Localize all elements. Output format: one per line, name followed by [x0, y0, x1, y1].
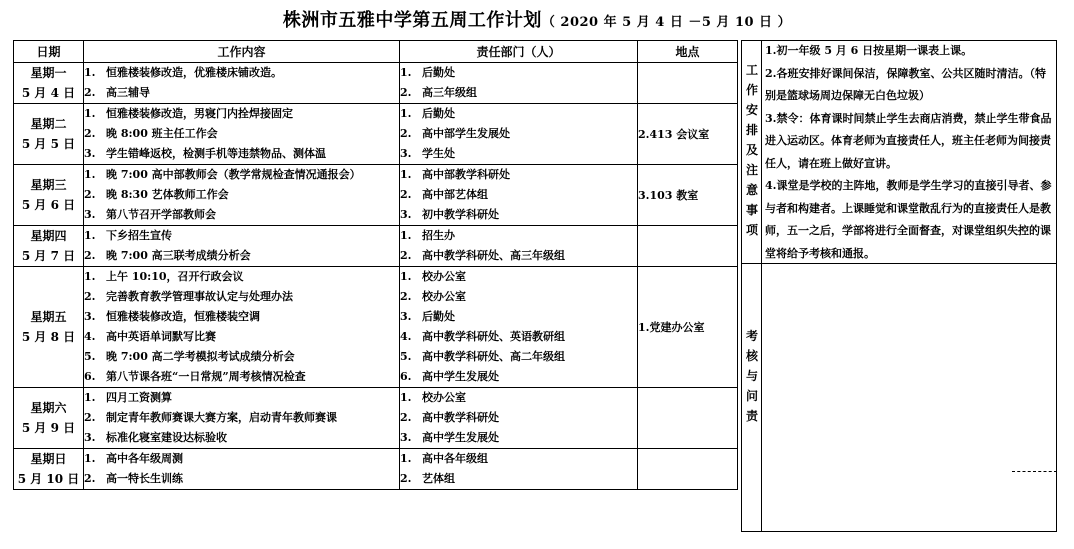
list-item	[84, 287, 399, 307]
item-number: 2.	[84, 290, 96, 303]
weekday-label: 星期二	[30, 117, 67, 131]
list-item	[84, 469, 399, 489]
list-item	[400, 267, 637, 287]
location-cell	[638, 226, 738, 267]
location-cell	[638, 63, 738, 104]
item-text: 高中各年级周测	[106, 452, 183, 465]
item-text: 制定青年教师赛课大赛方案，启动青年教师赛课	[106, 411, 337, 424]
schedule-body	[14, 63, 738, 490]
date-label: 5 月 10 日	[17, 472, 80, 486]
item-text: 高中学生发展处	[422, 431, 499, 444]
header-location: 地点	[638, 41, 738, 63]
header-date: 日期	[14, 41, 84, 63]
header-dept: 责任部门（人）	[400, 41, 638, 63]
item-number: 6.	[400, 370, 412, 383]
schedule-row	[14, 226, 738, 267]
list-item	[84, 205, 399, 225]
item-text: 校办公室	[422, 290, 466, 303]
side-bottom-dashed	[1012, 471, 1057, 472]
page-title	[0, 6, 1074, 32]
item-text: 学生错峰返校，检测手机等违禁物品、测体温	[106, 147, 326, 160]
item-text: 校办公室	[422, 391, 466, 404]
item-number: 3.	[400, 208, 412, 221]
item-text: 上午 10:10，召开行政会议	[106, 270, 244, 283]
list-item	[400, 185, 637, 205]
task-cell	[84, 226, 400, 267]
item-number: 1.	[84, 270, 96, 283]
date-label: 5 月 8 日	[21, 330, 76, 344]
schedule-table	[13, 40, 738, 490]
date-label: 5 月 6 日	[21, 198, 76, 212]
day-cell	[14, 388, 84, 449]
item-text: 高中教学科研处、高二年级组	[422, 350, 565, 363]
item-text: 高一特长生训练	[106, 472, 183, 485]
item-text: 高中教学科研处、高三年级组	[422, 249, 565, 262]
dept-cell	[400, 63, 638, 104]
item-text: 完善教育教学管理事故认定与处理办法	[106, 290, 293, 303]
item-number: 5.	[84, 350, 96, 363]
list-item	[400, 124, 637, 144]
item-number: 1.	[84, 168, 96, 181]
item-number: 1.	[400, 229, 412, 242]
item-text: 初中教学科研处	[422, 208, 499, 221]
list-item	[84, 367, 399, 387]
item-number: 3.	[84, 310, 96, 323]
notice-notes	[765, 40, 1053, 265]
item-text: 校办公室	[422, 270, 466, 283]
label-char: 项	[745, 223, 758, 237]
schedule-row	[14, 63, 738, 104]
item-text: 晚 7:00 高中部教师会（教学常规检查情况通报会）	[106, 168, 361, 181]
list-item	[84, 449, 399, 469]
title-dates: （ 2020 年 5 月 4 日 －5 月 10 日 ）	[541, 15, 792, 30]
item-number: 4.	[400, 330, 412, 343]
item-number: 3.	[84, 208, 96, 221]
label-char: 责	[745, 409, 758, 423]
item-text: 标准化寝室建设达标验收	[106, 431, 227, 444]
item-text: 后勤处	[422, 66, 455, 79]
location-cell	[638, 388, 738, 449]
list-item	[400, 347, 637, 367]
label-char: 安	[745, 103, 758, 117]
weekday-label: 星期六	[30, 401, 67, 415]
header-content: 工作内容	[84, 41, 400, 63]
item-text: 后勤处	[422, 107, 455, 120]
list-item	[84, 165, 399, 185]
list-item	[400, 205, 637, 225]
dept-cell	[400, 267, 638, 388]
note-item: 1.初一年级 5 月 6 日按星期一课表上课。	[765, 44, 973, 57]
day-cell	[14, 165, 84, 226]
item-number: 1.	[84, 66, 96, 79]
list-item	[84, 144, 399, 164]
schedule-row	[14, 165, 738, 226]
item-number: 1.	[400, 270, 412, 283]
date-label: 5 月 9 日	[21, 421, 76, 435]
list-item	[84, 124, 399, 144]
dept-cell	[400, 165, 638, 226]
list-item	[400, 388, 637, 408]
weekday-label: 星期一	[30, 66, 67, 80]
task-cell	[84, 165, 400, 226]
list-item	[84, 408, 399, 428]
item-number: 2.	[400, 411, 412, 424]
item-number: 2.	[84, 249, 96, 262]
item-text: 招生办	[422, 229, 455, 242]
list-item	[84, 226, 399, 246]
list-item	[84, 327, 399, 347]
item-text: 高中学生发展处	[422, 370, 499, 383]
date-label: 5 月 7 日	[21, 249, 76, 263]
item-text: 高中部学生发展处	[422, 127, 510, 140]
item-text: 第八节召开学部教师会	[106, 208, 216, 221]
list-item	[400, 367, 637, 387]
list-item	[84, 83, 399, 103]
item-number: 3.	[400, 147, 412, 160]
list-item	[84, 347, 399, 367]
list-item	[400, 408, 637, 428]
item-text: 高三辅导	[106, 86, 150, 99]
day-cell	[14, 226, 84, 267]
item-number: 6.	[84, 370, 96, 383]
item-number: 2.	[400, 127, 412, 140]
item-text: 高中部教学科研处	[422, 168, 510, 181]
list-item	[400, 226, 637, 246]
schedule-row	[14, 449, 738, 490]
item-number: 4.	[84, 330, 96, 343]
item-text: 高三年级组	[422, 86, 477, 99]
item-number: 5.	[400, 350, 412, 363]
list-item	[84, 388, 399, 408]
item-number: 1.	[400, 66, 412, 79]
date-label: 5 月 4 日	[21, 86, 76, 100]
list-item	[400, 469, 637, 489]
list-item	[400, 307, 637, 327]
item-number: 1.	[84, 229, 96, 242]
list-item	[400, 63, 637, 83]
dept-cell	[400, 104, 638, 165]
dept-cell	[400, 226, 638, 267]
list-item	[84, 307, 399, 327]
list-item	[84, 63, 399, 83]
item-number: 2.	[84, 86, 96, 99]
item-number: 2.	[84, 188, 96, 201]
item-number: 3.	[400, 310, 412, 323]
weekday-label: 星期日	[30, 452, 67, 466]
task-cell	[84, 449, 400, 490]
assess-label	[743, 326, 761, 426]
item-number: 2.	[84, 127, 96, 140]
schedule-row	[14, 267, 738, 388]
item-text: 下乡招生宣传	[106, 229, 172, 242]
item-text: 高中教学科研处、英语教研组	[422, 330, 565, 343]
location-cell: 1.党建办公室	[638, 267, 738, 388]
item-number: 2.	[84, 411, 96, 424]
header-row	[14, 41, 738, 63]
item-number: 1.	[84, 107, 96, 120]
label-char: 及	[745, 143, 758, 157]
item-number: 1.	[400, 168, 412, 181]
item-text: 晚 8:00 班主任工作会	[106, 127, 218, 140]
schedule-row	[14, 388, 738, 449]
day-cell	[14, 63, 84, 104]
list-item	[400, 449, 637, 469]
item-text: 学生处	[422, 147, 455, 160]
item-text: 晚 7:00 高三联考成绩分析会	[106, 249, 251, 262]
item-text: 恒雅楼装修改造，恒雅楼装空调	[106, 310, 260, 323]
label-char: 事	[745, 203, 758, 217]
list-item	[400, 83, 637, 103]
list-item	[400, 327, 637, 347]
note-item: 4.课堂是学校的主阵地，教师是学生学习的直接引导者、参与者和构建者。上课睡觉和课堂散乱行为的直接责任人是教师，五一之后，学部将进行全面督查，对课堂组织失控的课堂将给予考核和通报。	[765, 179, 1052, 260]
task-cell	[84, 104, 400, 165]
list-item	[400, 144, 637, 164]
label-char: 作	[745, 83, 758, 97]
item-text: 高中部艺体组	[422, 188, 488, 201]
weekday-label: 星期四	[30, 229, 67, 243]
item-number: 2.	[400, 86, 412, 99]
date-label: 5 月 5 日	[21, 137, 76, 151]
list-item	[400, 165, 637, 185]
list-item	[84, 104, 399, 124]
item-number: 2.	[400, 188, 412, 201]
label-char: 注	[745, 163, 758, 177]
item-number: 1.	[84, 452, 96, 465]
item-number: 2.	[400, 249, 412, 262]
schedule-row	[14, 104, 738, 165]
location-cell: 3.103 教室	[638, 165, 738, 226]
item-text: 后勤处	[422, 310, 455, 323]
item-number: 2.	[84, 472, 96, 485]
item-number: 1.	[400, 391, 412, 404]
weekday-label: 星期三	[30, 178, 67, 192]
list-item	[84, 267, 399, 287]
item-number: 2.	[400, 472, 412, 485]
list-item	[400, 104, 637, 124]
list-item	[400, 287, 637, 307]
note-item: 2.各班安排好课间保洁，保障教室、公共区随时清洁。（特别是篮球场周边保障无白色垃圾）	[765, 66, 1046, 102]
label-char: 问	[745, 389, 758, 403]
location-cell: 2.413 会议室	[638, 104, 738, 165]
item-number: 3.	[84, 431, 96, 444]
label-char: 考	[745, 329, 758, 343]
side-label-divider	[761, 40, 762, 532]
day-cell	[14, 267, 84, 388]
list-item	[84, 246, 399, 266]
list-item	[84, 185, 399, 205]
dept-cell	[400, 449, 638, 490]
list-item	[400, 246, 637, 266]
label-char: 意	[745, 183, 758, 197]
item-number: 1.	[400, 107, 412, 120]
task-cell	[84, 63, 400, 104]
item-number: 1.	[84, 391, 96, 404]
item-text: 高中各年级组	[422, 452, 488, 465]
item-text: 艺体组	[422, 472, 455, 485]
day-cell	[14, 449, 84, 490]
title-main: 株洲市五雅中学第五周工作计划	[282, 10, 542, 31]
item-text: 恒雅楼装修改造，男寝门内拴焊接固定	[106, 107, 293, 120]
notice-label	[743, 60, 761, 240]
label-char: 排	[745, 123, 758, 137]
location-cell	[638, 449, 738, 490]
item-text: 第八节课各班“一日常规”周考核情况检查	[106, 370, 306, 383]
item-number: 1.	[400, 452, 412, 465]
item-text: 晚 7:00 高二学考模拟考试成绩分析会	[106, 350, 295, 363]
list-item	[84, 428, 399, 448]
label-char: 核	[745, 349, 758, 363]
item-number: 2.	[400, 290, 412, 303]
task-cell	[84, 267, 400, 388]
dept-cell	[400, 388, 638, 449]
item-text: 高中教学科研处	[422, 411, 499, 424]
note-item: 3.禁令：体育课时间禁止学生去商店消费，禁止学生带食品进入运动区。体育老师为直接责任人，班主任老师为间接责任人，请在班上做好宣讲。	[765, 111, 1052, 170]
label-char: 工	[745, 63, 758, 77]
list-item	[400, 428, 637, 448]
item-number: 3.	[84, 147, 96, 160]
item-text: 高中英语单词默写比赛	[106, 330, 216, 343]
day-cell	[14, 104, 84, 165]
weekday-label: 星期五	[30, 310, 67, 324]
item-text: 恒雅楼装修改造，优雅楼床铺改造。	[106, 66, 282, 79]
label-char: 与	[745, 369, 758, 383]
item-number: 3.	[400, 431, 412, 444]
item-text: 晚 8:30 艺体教师工作会	[106, 188, 229, 201]
task-cell	[84, 388, 400, 449]
item-text: 四月工资测算	[106, 391, 172, 404]
